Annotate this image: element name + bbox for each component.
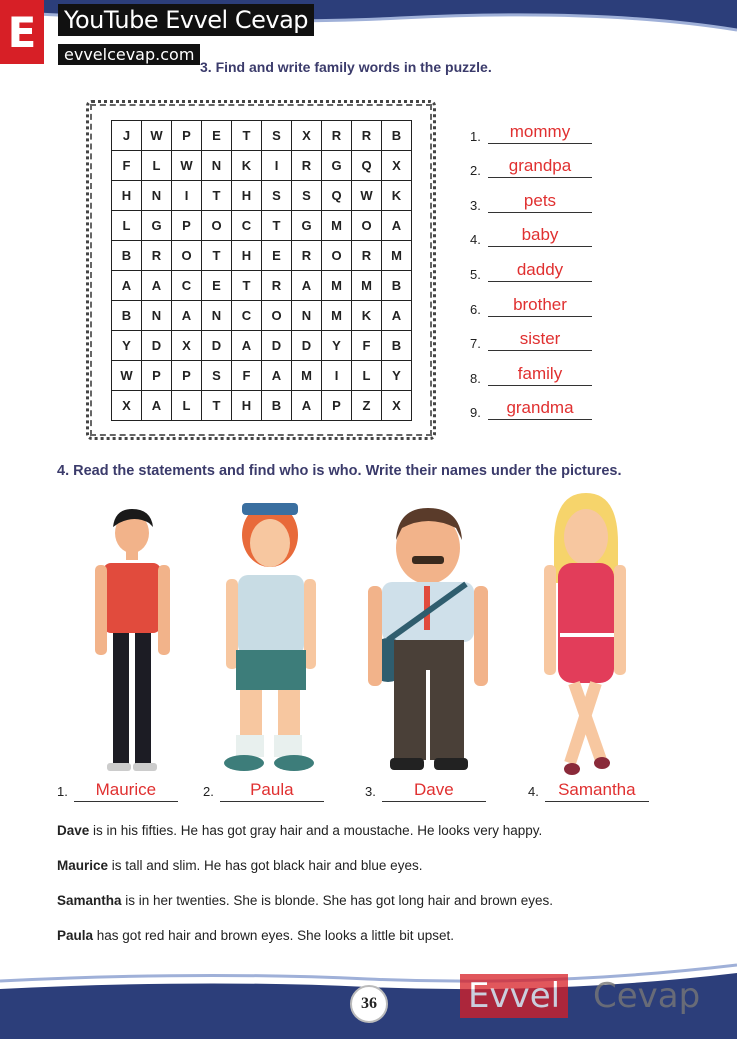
name-text: Samantha bbox=[558, 780, 636, 799]
grid-cell: L bbox=[142, 151, 172, 181]
grid-cell: I bbox=[262, 151, 292, 181]
statement bbox=[57, 822, 697, 840]
grid-cell: S bbox=[292, 181, 322, 211]
statement-name: Samantha bbox=[57, 893, 122, 908]
answer-item bbox=[470, 182, 600, 217]
grid-cell: N bbox=[292, 301, 322, 331]
grid-cell: R bbox=[322, 121, 352, 151]
grid-row bbox=[112, 121, 412, 151]
grid-cell: D bbox=[292, 331, 322, 361]
grid-cell: M bbox=[322, 271, 352, 301]
grid-cell: C bbox=[172, 271, 202, 301]
answer-item bbox=[470, 286, 600, 321]
name-answer-item bbox=[203, 780, 324, 802]
page-number: 36 bbox=[350, 985, 388, 1023]
brand-title: YouTube Evvel Cevap bbox=[58, 4, 314, 36]
name-blank[interactable] bbox=[545, 780, 649, 802]
grid-cell: D bbox=[202, 331, 232, 361]
name-answer-item bbox=[57, 780, 178, 802]
grid-cell: L bbox=[112, 211, 142, 241]
grid-cell: M bbox=[322, 301, 352, 331]
grid-row bbox=[112, 151, 412, 181]
answer-item bbox=[470, 321, 600, 356]
grid-cell: L bbox=[172, 391, 202, 421]
answer-blank[interactable] bbox=[488, 362, 592, 386]
grid-cell: D bbox=[262, 331, 292, 361]
grid-cell: B bbox=[382, 331, 412, 361]
samantha-illustration bbox=[540, 493, 630, 778]
statement bbox=[57, 927, 697, 945]
grid-cell: R bbox=[352, 241, 382, 271]
grid-cell: H bbox=[112, 181, 142, 211]
statement-name: Paula bbox=[57, 928, 94, 943]
grid-cell: F bbox=[352, 331, 382, 361]
grid-cell: K bbox=[382, 181, 412, 211]
answer-blank[interactable] bbox=[488, 258, 592, 282]
answer-blank[interactable] bbox=[488, 293, 592, 317]
answer-text: grandpa bbox=[508, 156, 572, 176]
answer-text: brother bbox=[513, 294, 567, 314]
name-answer-item bbox=[365, 780, 486, 802]
grid-cell: H bbox=[232, 241, 262, 271]
grid-row bbox=[112, 181, 412, 211]
grid-cell: Q bbox=[322, 181, 352, 211]
grid-cell: P bbox=[172, 361, 202, 391]
grid-cell: P bbox=[322, 391, 352, 421]
grid-cell: I bbox=[172, 181, 202, 211]
grid-cell: G bbox=[142, 211, 172, 241]
grid-cell: B bbox=[382, 271, 412, 301]
answer-blank[interactable] bbox=[488, 223, 592, 247]
grid-cell: T bbox=[262, 211, 292, 241]
answer-item bbox=[470, 217, 600, 252]
grid-cell: O bbox=[322, 241, 352, 271]
grid-cell: G bbox=[292, 211, 322, 241]
grid-cell: R bbox=[292, 241, 322, 271]
grid-row bbox=[112, 361, 412, 391]
grid-cell: B bbox=[382, 121, 412, 151]
grid-cell: E bbox=[202, 271, 232, 301]
grid-cell: R bbox=[142, 241, 172, 271]
grid-row bbox=[112, 241, 412, 271]
answer-blank[interactable] bbox=[488, 120, 592, 144]
grid-cell: D bbox=[142, 331, 172, 361]
grid-cell: C bbox=[232, 211, 262, 241]
grid-cell: R bbox=[292, 151, 322, 181]
answer-number: 9. bbox=[470, 405, 481, 421]
grid-cell: T bbox=[202, 391, 232, 421]
answer-number: 2. bbox=[470, 163, 481, 179]
answer-blank[interactable] bbox=[488, 396, 592, 420]
grid-cell: O bbox=[262, 301, 292, 331]
maurice-illustration bbox=[95, 505, 170, 775]
name-number: 2. bbox=[203, 784, 214, 799]
answer-number: 8. bbox=[470, 370, 481, 386]
answer-item bbox=[470, 148, 600, 183]
grid-cell: E bbox=[262, 241, 292, 271]
answer-number: 3. bbox=[470, 197, 481, 213]
answer-number: 6. bbox=[470, 301, 481, 317]
section3-heading: 3. Find and write family words in the puzzle. bbox=[200, 59, 492, 75]
statement-text: is tall and slim. He has got black hair and blue eyes. bbox=[108, 858, 423, 873]
grid-row bbox=[112, 391, 412, 421]
grid-row bbox=[112, 301, 412, 331]
grid-cell: X bbox=[382, 391, 412, 421]
grid-cell: A bbox=[262, 361, 292, 391]
word-search-grid bbox=[111, 120, 412, 421]
grid-cell: W bbox=[172, 151, 202, 181]
grid-row bbox=[112, 331, 412, 361]
grid-cell: M bbox=[292, 361, 322, 391]
grid-cell: A bbox=[142, 271, 172, 301]
grid-cell: M bbox=[382, 241, 412, 271]
statement-text: is in his fifties. He has got gray hair and a moustache. He looks very happy. bbox=[89, 823, 543, 838]
answer-item bbox=[470, 390, 600, 425]
paula-illustration bbox=[222, 495, 322, 775]
footer-logo-evvel: Evvel bbox=[460, 974, 568, 1018]
grid-cell: K bbox=[232, 151, 262, 181]
answer-text: mommy bbox=[509, 121, 571, 141]
grid-cell: T bbox=[232, 271, 262, 301]
grid-cell: N bbox=[202, 301, 232, 331]
grid-cell: R bbox=[352, 121, 382, 151]
answer-text: family bbox=[517, 363, 563, 383]
grid-row bbox=[112, 271, 412, 301]
section4-heading: 4. Read the statements and find who is who. Write their names under the pictures. bbox=[57, 463, 622, 479]
grid-cell: H bbox=[232, 181, 262, 211]
answer-item bbox=[470, 251, 600, 286]
grid-cell: K bbox=[352, 301, 382, 331]
grid-cell: Y bbox=[382, 361, 412, 391]
grid-cell: S bbox=[262, 121, 292, 151]
answer-blank[interactable] bbox=[488, 154, 592, 178]
name-text: Dave bbox=[414, 780, 454, 799]
grid-cell: H bbox=[232, 391, 262, 421]
grid-cell: M bbox=[352, 271, 382, 301]
answer-blank[interactable] bbox=[488, 327, 592, 351]
grid-cell: S bbox=[262, 181, 292, 211]
statement-text: has got red hair and brown eyes. She looks a little bit upset. bbox=[93, 928, 454, 943]
grid-cell: X bbox=[172, 331, 202, 361]
answer-blank[interactable] bbox=[488, 189, 592, 213]
answer-number: 7. bbox=[470, 336, 481, 352]
grid-cell: F bbox=[112, 151, 142, 181]
statements-block bbox=[57, 822, 697, 962]
name-number: 1. bbox=[57, 784, 68, 799]
brand-logo: E bbox=[0, 0, 44, 64]
grid-cell: I bbox=[322, 361, 352, 391]
answer-list bbox=[470, 113, 600, 424]
grid-cell: M bbox=[322, 211, 352, 241]
grid-cell: Z bbox=[352, 391, 382, 421]
answer-number: 1. bbox=[470, 128, 481, 144]
answer-text: daddy bbox=[516, 259, 564, 279]
grid-row bbox=[112, 211, 412, 241]
name-blank[interactable] bbox=[220, 780, 324, 802]
answer-item bbox=[470, 113, 600, 148]
grid-cell: T bbox=[232, 121, 262, 151]
grid-cell: O bbox=[202, 211, 232, 241]
grid-cell: A bbox=[142, 391, 172, 421]
statement bbox=[57, 892, 697, 910]
grid-cell: O bbox=[172, 241, 202, 271]
grid-cell: X bbox=[112, 391, 142, 421]
grid-cell: R bbox=[262, 271, 292, 301]
grid-cell: E bbox=[202, 121, 232, 151]
name-number: 4. bbox=[528, 784, 539, 799]
grid-cell: W bbox=[112, 361, 142, 391]
grid-cell: A bbox=[232, 331, 262, 361]
answer-text: grandma bbox=[506, 398, 574, 418]
name-number: 3. bbox=[365, 784, 376, 799]
answer-text: pets bbox=[523, 190, 557, 210]
grid-cell: N bbox=[142, 301, 172, 331]
grid-cell: Y bbox=[322, 331, 352, 361]
grid-cell: N bbox=[202, 151, 232, 181]
grid-cell: P bbox=[142, 361, 172, 391]
grid-cell: A bbox=[112, 271, 142, 301]
dave-illustration bbox=[368, 500, 488, 778]
brand-url: evvelcevap.com bbox=[58, 44, 200, 65]
grid-cell: G bbox=[322, 151, 352, 181]
grid-cell: L bbox=[352, 361, 382, 391]
grid-cell: O bbox=[352, 211, 382, 241]
grid-cell: Y bbox=[112, 331, 142, 361]
grid-cell: T bbox=[202, 241, 232, 271]
grid-cell: C bbox=[232, 301, 262, 331]
grid-cell: W bbox=[142, 121, 172, 151]
grid-cell: A bbox=[382, 211, 412, 241]
grid-cell: S bbox=[202, 361, 232, 391]
name-text: Maurice bbox=[95, 780, 157, 799]
grid-cell: P bbox=[172, 121, 202, 151]
grid-cell: T bbox=[202, 181, 232, 211]
name-blank[interactable] bbox=[74, 780, 178, 802]
name-text: Paula bbox=[250, 780, 294, 799]
grid-cell: W bbox=[352, 181, 382, 211]
name-blank[interactable] bbox=[382, 780, 486, 802]
answer-text: sister bbox=[519, 329, 561, 349]
grid-cell: N bbox=[142, 181, 172, 211]
statement-text: is in her twenties. She is blonde. She has got long hair and brown eyes. bbox=[121, 893, 554, 908]
grid-cell: Q bbox=[352, 151, 382, 181]
statement-name: Dave bbox=[57, 823, 90, 838]
grid-cell: B bbox=[262, 391, 292, 421]
grid-cell: X bbox=[292, 121, 322, 151]
footer-logo-cevap: Cevap bbox=[593, 976, 701, 1016]
grid-cell: A bbox=[172, 301, 202, 331]
statement-name: Maurice bbox=[57, 858, 109, 873]
name-answer-item bbox=[528, 780, 649, 802]
answer-text: baby bbox=[521, 225, 559, 245]
grid-cell: A bbox=[292, 391, 322, 421]
grid-cell: X bbox=[382, 151, 412, 181]
grid-cell: P bbox=[172, 211, 202, 241]
answer-number: 4. bbox=[470, 232, 481, 248]
grid-cell: B bbox=[112, 301, 142, 331]
statement bbox=[57, 857, 697, 875]
grid-cell: A bbox=[382, 301, 412, 331]
grid-cell: F bbox=[232, 361, 262, 391]
grid-cell: J bbox=[112, 121, 142, 151]
grid-cell: A bbox=[292, 271, 322, 301]
grid-cell: B bbox=[112, 241, 142, 271]
answer-item bbox=[470, 355, 600, 390]
answer-number: 5. bbox=[470, 266, 481, 282]
